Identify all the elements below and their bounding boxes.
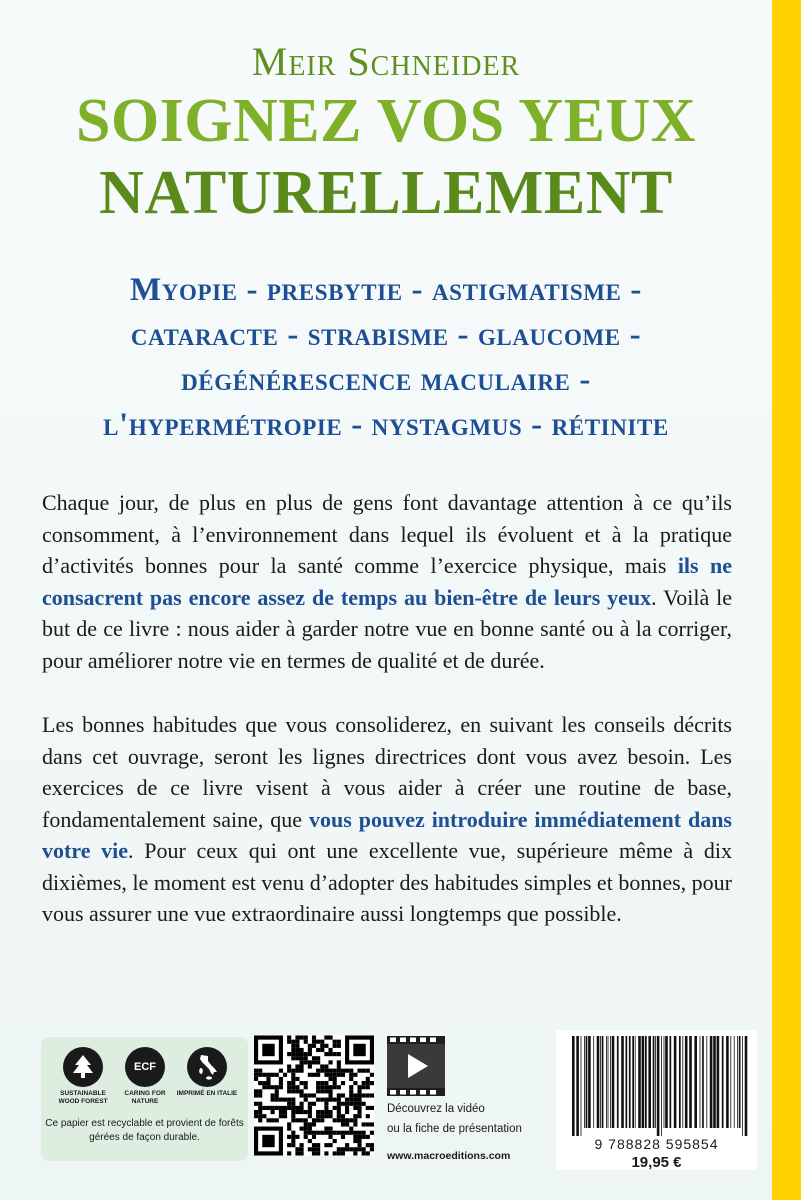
book-title-line-1: SOIGNEZ VOS YEUX — [75, 87, 697, 155]
book-price: 19,95 € — [631, 1154, 682, 1171]
eco-label-italy: IMPRIMÉ EN ITALIE — [176, 1090, 238, 1097]
video-caption-line-2: ou la fiche de présentation — [387, 1123, 522, 1135]
description-paragraph-1 — [42, 487, 732, 676]
paragraph-1-text-a: Chaque jour, de plus en plus de gens font davantage attention à ce qu’ils consomment, à l’environnement dans lequel ils évoluent et à la pratique d’activités bonnes pour la santé comme l’exercice physique, mais — [42, 490, 732, 578]
ecf-logo-icon: ECF — [125, 1047, 165, 1087]
paragraph-1-text-b: . Voilà le but de ce livre : nous aider à garder notre vue en bonne santé ou à la corriger, pour améliorer notre vie en termes de qualité et de durée. — [42, 584, 732, 673]
isbn-number: 9 788828 595854 — [594, 1136, 719, 1152]
italy-map-icon — [187, 1047, 227, 1087]
paragraph-2-text-a: Les bonnes habitudes que vous consoliderez, en suivant les conseils décrits dans cet ouvrage, seront les lignes directrices dont vous avez besoin. Les exercices de ce livre visent à vous aider à créer une routine de base, fondamentalement saine, que — [42, 712, 732, 832]
conditions-list — [0, 268, 772, 448]
eco-label-sustainable: SUSTAINABLE WOOD FOREST — [58, 1090, 108, 1105]
barcode-area — [556, 1030, 757, 1170]
eco-note: Ce papier est recyclable et provient de forêts gérées de façon durable. — [45, 1118, 244, 1143]
author-name: Meir Schneider — [251, 39, 521, 84]
video-play-icon[interactable] — [387, 1036, 445, 1096]
tree-icon — [63, 1047, 103, 1087]
isbn-barcode — [570, 1036, 750, 1136]
conditions-line-2: cataracte - strabisme - glaucome - — [130, 317, 642, 353]
paragraph-2-highlight: vous pouvez introduire immédiatement dans votre vie — [42, 806, 732, 863]
eco-label-ecf: CARING FOR NATURE — [124, 1090, 166, 1105]
conditions-line-1: Myopie - presbytie - astigmatisme - — [130, 272, 642, 308]
yellow-side-band — [772, 0, 801, 1200]
conditions-line-3: dégénérescence maculaire - — [181, 362, 591, 398]
video-caption-line-1: Découvrez la vidéo — [387, 1103, 485, 1115]
book-title-line-2: NATURELLEMENT — [99, 159, 673, 227]
eco-certification-box — [41, 1037, 248, 1161]
description-paragraph-2 — [42, 709, 732, 930]
qr-code[interactable] — [254, 1033, 374, 1158]
paragraph-2-text-b: . Pour ceux qui ont une excellente vue, supérieure même à dix dixièmes, le moment est venu d’adopter des habitudes simples et bonnes, pour vous assurer une vue extraordinaire aussi longtemps que possible. — [42, 838, 732, 926]
conditions-line-4: l'hypermétropie - nystagmus - rétinite — [103, 407, 669, 443]
website-link[interactable]: www.macroeditions.com — [387, 1150, 511, 1162]
paragraph-1-highlight: ils ne consacrent pas encore assez de temps au bien-être de leurs yeux — [42, 553, 732, 610]
